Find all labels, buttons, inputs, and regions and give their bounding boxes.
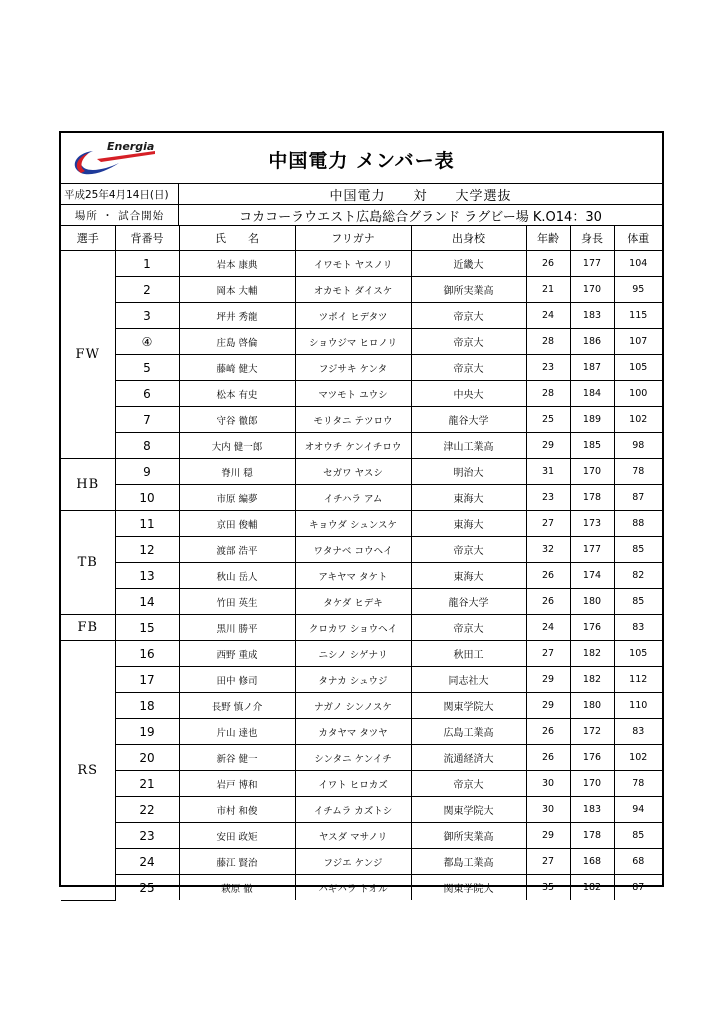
- player-height: 183: [570, 797, 614, 823]
- position-group-label: RS: [61, 641, 115, 901]
- svg-text:Energia: Energia: [107, 140, 155, 153]
- player-weight: 107: [614, 329, 662, 355]
- player-height: 177: [570, 537, 614, 563]
- player-furigana: ツボイ ヒデタツ: [295, 303, 411, 329]
- player-school: 帝京大: [411, 329, 526, 355]
- player-number: 1: [115, 251, 179, 277]
- player-name: 藤崎 健大: [179, 355, 295, 381]
- player-age: 24: [526, 615, 570, 641]
- player-number: 6: [115, 381, 179, 407]
- table-row: [61, 693, 662, 719]
- player-weight: 85: [614, 589, 662, 615]
- table-row: [61, 537, 662, 563]
- player-height: 183: [570, 303, 614, 329]
- player-name: 黒川 勝平: [179, 615, 295, 641]
- player-age: 32: [526, 537, 570, 563]
- venue-kickoff: コカコーラウエスト広島総合グランド ラグビー場 K.O14：30: [239, 209, 602, 225]
- player-furigana: シンタニ ケンイチ: [295, 745, 411, 771]
- player-age: 23: [526, 485, 570, 511]
- player-school: 東海大: [411, 485, 526, 511]
- col-age: 年齢: [526, 226, 570, 251]
- table-row: [61, 355, 662, 381]
- table-row: [61, 329, 662, 355]
- player-age: 29: [526, 433, 570, 459]
- player-furigana: ヤスダ マサノリ: [295, 823, 411, 849]
- table-row: [61, 615, 662, 641]
- player-furigana: キョウダ シュンスケ: [295, 511, 411, 537]
- player-weight: 112: [614, 667, 662, 693]
- player-height: 174: [570, 563, 614, 589]
- player-school: 同志社大: [411, 667, 526, 693]
- player-weight: 78: [614, 771, 662, 797]
- player-age: 21: [526, 277, 570, 303]
- player-height: 172: [570, 719, 614, 745]
- player-number: 23: [115, 823, 179, 849]
- player-school: 都島工業高: [411, 849, 526, 875]
- player-age: 26: [526, 563, 570, 589]
- player-furigana: タケダ ヒデキ: [295, 589, 411, 615]
- member-sheet: [59, 131, 664, 895]
- position-group-label: HB: [61, 459, 115, 511]
- player-number: 9: [115, 459, 179, 485]
- player-furigana: ショウジマ ヒロノリ: [295, 329, 411, 355]
- table-row: [61, 511, 662, 537]
- table-row: [61, 589, 662, 615]
- player-school: 帝京大: [411, 615, 526, 641]
- player-furigana: オカモト ダイスケ: [295, 277, 411, 303]
- player-name: 藤江 賢治: [179, 849, 295, 875]
- col-name: 氏 名: [179, 226, 295, 251]
- player-age: 30: [526, 771, 570, 797]
- player-school: 帝京大: [411, 303, 526, 329]
- player-age: 27: [526, 641, 570, 667]
- player-age: 28: [526, 329, 570, 355]
- venue-row: [61, 205, 662, 226]
- player-number: 18: [115, 693, 179, 719]
- player-name: 守谷 徹郎: [179, 407, 295, 433]
- player-furigana: カタヤマ タツヤ: [295, 719, 411, 745]
- player-furigana: ワタナベ コウヘイ: [295, 537, 411, 563]
- player-number: 16: [115, 641, 179, 667]
- player-name: 岩本 康典: [179, 251, 295, 277]
- player-school: 帝京大: [411, 537, 526, 563]
- player-name: 安田 政矩: [179, 823, 295, 849]
- player-height: 170: [570, 459, 614, 485]
- table-row: [61, 745, 662, 771]
- player-height: 184: [570, 381, 614, 407]
- player-name: 片山 達也: [179, 719, 295, 745]
- player-school: 東海大: [411, 563, 526, 589]
- table-row: [61, 407, 662, 433]
- player-number: 14: [115, 589, 179, 615]
- table-row: [61, 641, 662, 667]
- player-name: 萩原 徹: [179, 875, 295, 901]
- player-height: 185: [570, 433, 614, 459]
- player-school: 関東学院大: [411, 875, 526, 901]
- player-weight: 102: [614, 407, 662, 433]
- position-group-label: FW: [61, 251, 115, 459]
- player-school: 帝京大: [411, 355, 526, 381]
- player-number: 12: [115, 537, 179, 563]
- player-school: 御所実業高: [411, 277, 526, 303]
- position-group-label: TB: [61, 511, 115, 615]
- player-furigana: タナカ シュウジ: [295, 667, 411, 693]
- player-school: 御所実業高: [411, 823, 526, 849]
- match-title: 中国電力 対 大学選抜: [329, 188, 512, 204]
- table-row: [61, 823, 662, 849]
- player-number: 2: [115, 277, 179, 303]
- table-row: [61, 875, 662, 901]
- player-age: 27: [526, 511, 570, 537]
- player-height: 182: [570, 875, 614, 901]
- player-school: 明治大: [411, 459, 526, 485]
- table-row: [61, 381, 662, 407]
- player-weight: 110: [614, 693, 662, 719]
- player-weight: 105: [614, 355, 662, 381]
- player-name: 市原 編夢: [179, 485, 295, 511]
- player-school: 広島工業高: [411, 719, 526, 745]
- player-height: 182: [570, 641, 614, 667]
- table-row: [61, 433, 662, 459]
- player-number: 20: [115, 745, 179, 771]
- player-name: 長野 慎ノ介: [179, 693, 295, 719]
- player-furigana: クロカワ ショウヘイ: [295, 615, 411, 641]
- table-row: [61, 563, 662, 589]
- player-age: 29: [526, 693, 570, 719]
- player-weight: 94: [614, 797, 662, 823]
- player-furigana: イワト ヒロカズ: [295, 771, 411, 797]
- col-position: 選手: [61, 226, 115, 251]
- player-furigana: イワモト ヤスノリ: [295, 251, 411, 277]
- player-number: 24: [115, 849, 179, 875]
- player-weight: 85: [614, 537, 662, 563]
- table-row: [61, 251, 662, 277]
- player-weight: 83: [614, 615, 662, 641]
- player-height: 170: [570, 771, 614, 797]
- player-number: 7: [115, 407, 179, 433]
- player-name: 坪井 秀龍: [179, 303, 295, 329]
- player-name: 岩戸 博和: [179, 771, 295, 797]
- player-weight: 82: [614, 563, 662, 589]
- player-height: 187: [570, 355, 614, 381]
- player-age: 23: [526, 355, 570, 381]
- player-age: 25: [526, 407, 570, 433]
- player-number: 10: [115, 485, 179, 511]
- player-furigana: セガワ ヤスシ: [295, 459, 411, 485]
- player-school: 中央大: [411, 381, 526, 407]
- player-furigana: イチムラ カズトシ: [295, 797, 411, 823]
- player-name: 秋山 岳人: [179, 563, 295, 589]
- table-row: [61, 667, 662, 693]
- player-name: 田中 修司: [179, 667, 295, 693]
- player-number: 22: [115, 797, 179, 823]
- venue-label: 場所 ・ 試合開始: [61, 205, 179, 225]
- table-row: [61, 771, 662, 797]
- player-name: 西野 重成: [179, 641, 295, 667]
- position-group-label: FB: [61, 615, 115, 641]
- player-age: 31: [526, 459, 570, 485]
- player-furigana: ハギハラ トオル: [295, 875, 411, 901]
- player-furigana: ナガノ シンノスケ: [295, 693, 411, 719]
- player-name: 市村 和俊: [179, 797, 295, 823]
- table-row: [61, 303, 662, 329]
- table-row: [61, 485, 662, 511]
- roster-table: [61, 226, 662, 901]
- player-name: 庄島 啓倫: [179, 329, 295, 355]
- player-weight: 68: [614, 849, 662, 875]
- table-row: [61, 719, 662, 745]
- player-height: 178: [570, 823, 614, 849]
- player-weight: 105: [614, 641, 662, 667]
- player-weight: 115: [614, 303, 662, 329]
- player-furigana: オオウチ ケンイチロウ: [295, 433, 411, 459]
- player-name: 京田 俊輔: [179, 511, 295, 537]
- player-school: 関東学院大: [411, 693, 526, 719]
- player-number: 8: [115, 433, 179, 459]
- table-header-row: [61, 226, 662, 251]
- player-school: 龍谷大学: [411, 589, 526, 615]
- table-row: [61, 849, 662, 875]
- player-name: 竹田 英生: [179, 589, 295, 615]
- player-age: 28: [526, 381, 570, 407]
- roster-body: [61, 251, 662, 901]
- player-height: 180: [570, 693, 614, 719]
- player-school: 津山工業高: [411, 433, 526, 459]
- page-title: 中国電力 メンバー表: [268, 150, 455, 172]
- player-age: 24: [526, 303, 570, 329]
- player-number: 19: [115, 719, 179, 745]
- player-weight: 78: [614, 459, 662, 485]
- player-weight: 87: [614, 875, 662, 901]
- player-weight: 85: [614, 823, 662, 849]
- player-number: 25: [115, 875, 179, 901]
- player-height: 170: [570, 277, 614, 303]
- player-age: 35: [526, 875, 570, 901]
- player-furigana: マツモト ユウシ: [295, 381, 411, 407]
- player-age: 29: [526, 823, 570, 849]
- player-age: 29: [526, 667, 570, 693]
- player-school: 流通経済大: [411, 745, 526, 771]
- player-height: 182: [570, 667, 614, 693]
- table-row: [61, 797, 662, 823]
- player-number: 3: [115, 303, 179, 329]
- player-school: 帝京大: [411, 771, 526, 797]
- match-date: 平成25年4月14日(日): [61, 184, 179, 204]
- player-age: 26: [526, 251, 570, 277]
- player-number: 5: [115, 355, 179, 381]
- player-furigana: フジエ ケンジ: [295, 849, 411, 875]
- player-school: 東海大: [411, 511, 526, 537]
- player-height: 168: [570, 849, 614, 875]
- col-school: 出身校: [411, 226, 526, 251]
- table-row: [61, 459, 662, 485]
- player-weight: 95: [614, 277, 662, 303]
- player-height: 176: [570, 615, 614, 641]
- player-number: 17: [115, 667, 179, 693]
- player-school: 近畿大: [411, 251, 526, 277]
- player-height: 176: [570, 745, 614, 771]
- player-age: 27: [526, 849, 570, 875]
- player-number: 21: [115, 771, 179, 797]
- player-height: 180: [570, 589, 614, 615]
- player-height: 177: [570, 251, 614, 277]
- player-number: 11: [115, 511, 179, 537]
- sheet-header: [61, 133, 662, 184]
- player-height: 189: [570, 407, 614, 433]
- player-name: 岡本 大輔: [179, 277, 295, 303]
- player-name: 松本 有史: [179, 381, 295, 407]
- table-row: [61, 277, 662, 303]
- player-height: 173: [570, 511, 614, 537]
- player-number: 15: [115, 615, 179, 641]
- player-school: 秋田工: [411, 641, 526, 667]
- player-name: 脊川 穏: [179, 459, 295, 485]
- player-height: 178: [570, 485, 614, 511]
- match-info-row: [61, 184, 662, 205]
- col-weight: 体重: [614, 226, 662, 251]
- player-weight: 100: [614, 381, 662, 407]
- player-number: ④: [115, 329, 179, 355]
- player-weight: 88: [614, 511, 662, 537]
- player-age: 26: [526, 719, 570, 745]
- player-weight: 87: [614, 485, 662, 511]
- col-height: 身長: [570, 226, 614, 251]
- player-furigana: フジサキ ケンタ: [295, 355, 411, 381]
- player-name: 渡部 浩平: [179, 537, 295, 563]
- player-weight: 102: [614, 745, 662, 771]
- player-height: 186: [570, 329, 614, 355]
- player-weight: 83: [614, 719, 662, 745]
- player-furigana: イチハラ アム: [295, 485, 411, 511]
- player-name: 大内 健一郎: [179, 433, 295, 459]
- player-number: 13: [115, 563, 179, 589]
- player-school: 龍谷大学: [411, 407, 526, 433]
- col-furigana: フリガナ: [295, 226, 411, 251]
- player-age: 26: [526, 589, 570, 615]
- player-school: 関東学院大: [411, 797, 526, 823]
- player-furigana: アキヤマ タケト: [295, 563, 411, 589]
- player-weight: 98: [614, 433, 662, 459]
- player-furigana: モリタニ テツロウ: [295, 407, 411, 433]
- player-weight: 104: [614, 251, 662, 277]
- player-name: 新谷 健一: [179, 745, 295, 771]
- col-number: 背番号: [115, 226, 179, 251]
- player-age: 26: [526, 745, 570, 771]
- player-furigana: ニシノ シゲナリ: [295, 641, 411, 667]
- player-age: 30: [526, 797, 570, 823]
